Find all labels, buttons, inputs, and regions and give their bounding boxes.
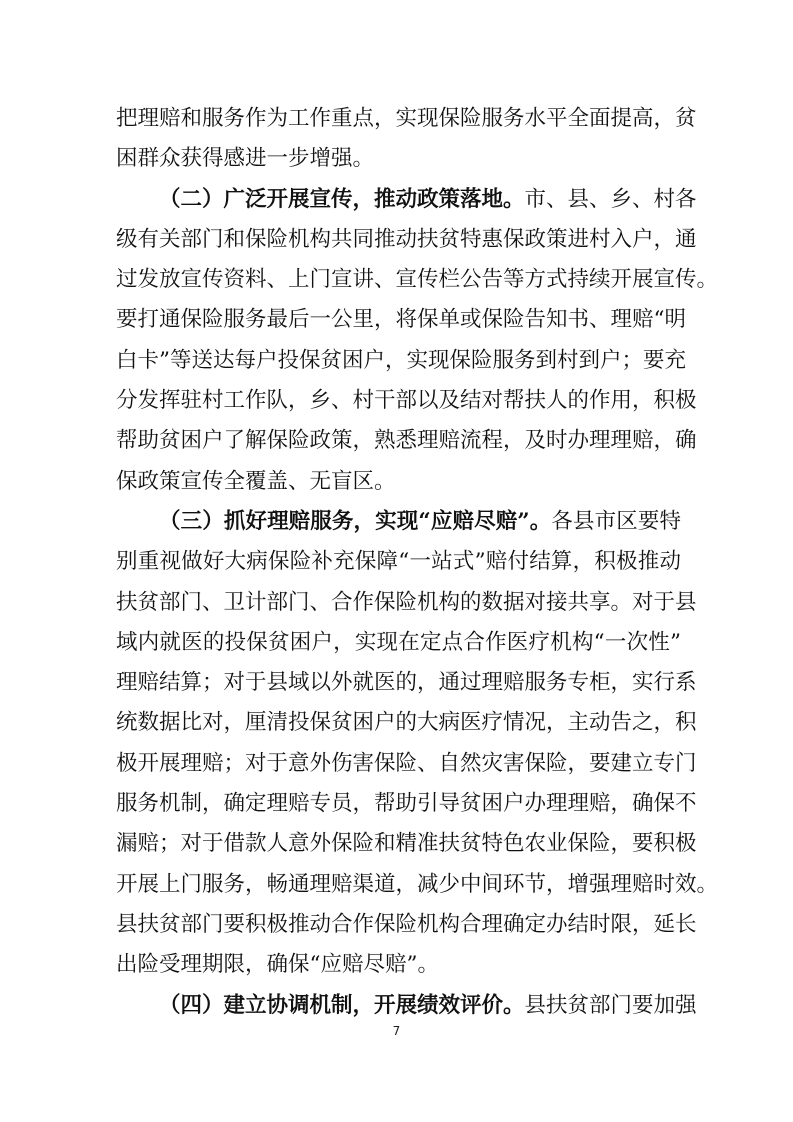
- line-text: 开展上门服务，畅通理赔渠道，减少中间环节，增强理赔时效。: [116, 871, 719, 897]
- text-line: [116, 220, 697, 260]
- line-text: 级有关部门和保险机构共同推动扶贫特惠保政策进村入户，通: [116, 226, 697, 252]
- line-text: 帮助贫困户了解保险政策，熟悉理赔流程，及时办理理赔，确: [116, 428, 697, 454]
- text-line: [116, 260, 719, 300]
- text-line: [116, 139, 681, 179]
- line-text: 统数据比对，厘清投保贫困户的大病医疗情况，主动告之，积: [116, 710, 697, 736]
- text-line: [116, 905, 697, 945]
- text-line: [116, 703, 697, 743]
- text-line: [116, 381, 697, 421]
- line-text: 扶贫部门、卫计部门、合作保险机构的数据对接共享。对于县: [116, 589, 697, 615]
- line-text: 服务机制，确定理赔专员，帮助引导贫困户办理理赔，确保不: [116, 791, 697, 817]
- line-text: 分发挥驻村工作队，乡、村干部以及结对帮扶人的作用，积极: [116, 388, 697, 414]
- text-line: [116, 784, 697, 824]
- page-number: 7: [392, 1024, 401, 1038]
- text-line: [116, 99, 697, 139]
- text-line: [116, 945, 681, 985]
- body-text: [116, 99, 719, 1026]
- text-line: [116, 421, 697, 461]
- section-heading: （四）建立协调机制，开展绩效评价。: [159, 992, 525, 1018]
- line-text: 漏赔；对于借款人意外保险和精准扶贫特色农业保险，要积极: [116, 831, 697, 857]
- line-text: 困群众获得感进一步增强。: [116, 146, 375, 172]
- text-line: [116, 462, 681, 502]
- line-text: 把理赔和服务作为工作重点，实现保险服务水平全面提高，贫: [116, 106, 697, 131]
- line-text: 理赔结算；对于县域以外就医的，通过理赔服务专柜，实行系: [116, 670, 697, 696]
- line-text: 别重视做好大病保险补充保障“一站式”赔付结算，积极推动: [116, 549, 681, 575]
- section-heading: （二）广泛开展宣传，推动政策落地。: [159, 186, 525, 212]
- line-text: 域内就医的投保贫困户，实现在定点合作医疗机构“一次性”: [116, 629, 681, 655]
- text-line: [116, 824, 697, 864]
- line-text: 过发放宣传资料、上门宣讲、宣传栏公告等方式持续开展宣传。: [116, 267, 719, 293]
- text-line: [116, 300, 686, 340]
- text-line: [116, 623, 681, 663]
- section-heading-line: [116, 180, 697, 220]
- text-line: [116, 663, 697, 703]
- line-text: 要打通保险服务最后一公里，将保单或保险告知书、理赔“明: [116, 307, 686, 333]
- text-line: [116, 341, 686, 381]
- text-line: [116, 542, 681, 582]
- line-text: 县扶贫部门要加强: [524, 992, 697, 1018]
- text-line: [116, 744, 697, 784]
- text-line: [116, 865, 719, 905]
- section-heading: （三）抓好理赔服务，实现“应赔尽赔”。: [159, 508, 552, 534]
- text-line: [116, 583, 697, 623]
- section-heading-line: [116, 986, 697, 1026]
- line-text: 各县市区要特: [551, 508, 681, 534]
- line-text: 极开展理赔；对于意外伤害保险、自然灾害保险，要建立专门: [116, 750, 697, 776]
- line-text: 保政策宣传全覆盖、无盲区。: [116, 468, 396, 494]
- line-text: 县扶贫部门要积极推动合作保险机构合理确定办结时限，延长: [116, 911, 697, 937]
- section-heading-line: [116, 502, 681, 542]
- line-text: 出险受理期限，确保“应赔尽赔”。: [116, 952, 439, 978]
- line-text: 白卡”等送达每户投保贫困户，实现保险服务到村到户；要充: [116, 347, 686, 373]
- line-text: 市、县、乡、村各: [524, 186, 697, 212]
